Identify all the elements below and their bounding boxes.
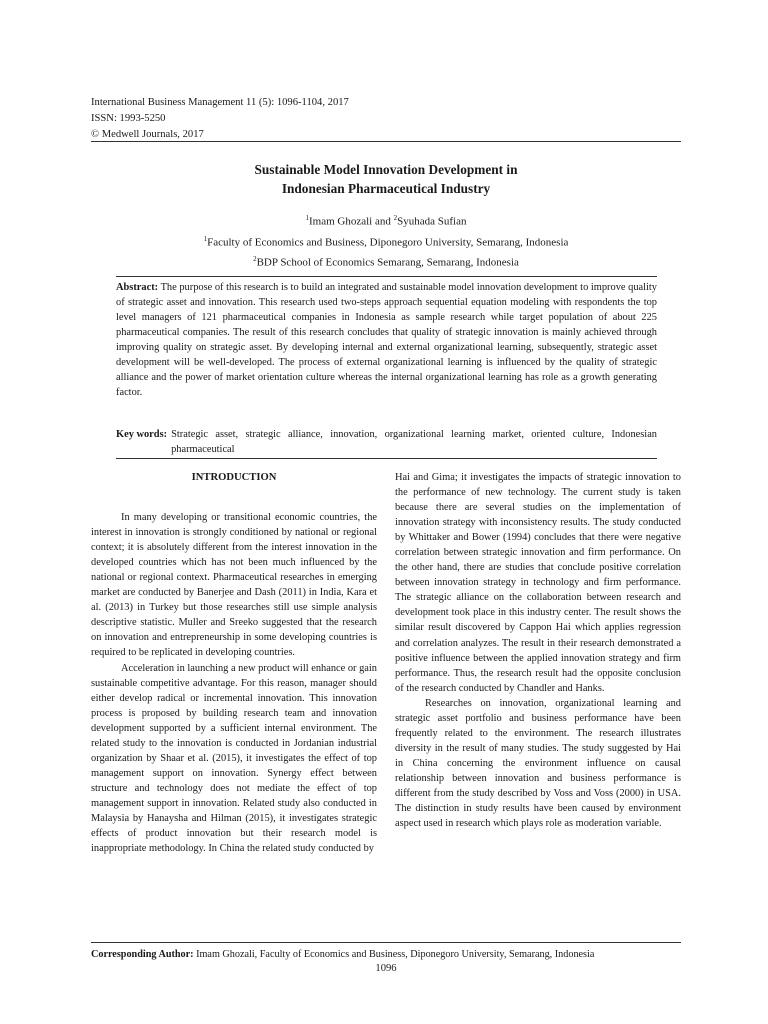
affiliation-2	[91, 251, 681, 272]
keywords-text: Strategic asset, strategic alliance, innovation, organizational learning market, oriented culture, Indonesian pharmaceutical	[171, 429, 657, 455]
corresponding-label: Corresponding Author:	[91, 949, 194, 960]
keywords-label: Key words:	[116, 429, 168, 440]
left-paragraph-2: Acceleration in launching a new product will enhance or gain sustainable competitive advantage. For this reason, manager should either develop radical or incremental innovation. This innovation process is proposed by building research team and innovation development supported by a sufficient internal environment. The related study to the innovation is conducted in Jordanian industrial organization by Shaar et al. (2015), it investigates the effect of top management support on innovation. Synergy effect between structure and technology does not mediate the effect of top management support in innovation. Related study also conducted in Malaysia by Hanaysha and Hilman (2015), it investigates strategic effects of product innovation but their research model is inappropriate methodology. In China the related study conducted by	[91, 662, 377, 855]
paper-title	[91, 160, 681, 198]
title-line-2: Indonesian Pharmaceutical Industry	[281, 181, 491, 196]
abstract-label: Abstract:	[116, 282, 159, 293]
abstract-bottom-divider	[116, 458, 657, 459]
author-names	[91, 210, 681, 231]
keywords	[116, 428, 657, 457]
affiliation2-text: BDP School of Economics Semarang, Semarang, Indonesia	[256, 256, 519, 269]
title-line-1: Sustainable Model Innovation Development in	[254, 162, 518, 177]
author1-superscript: 1	[305, 214, 309, 222]
corresponding-text: Imam Ghozali, Faculty of Economics and Business, Diponegoro University, Semarang, Indonesia	[193, 949, 595, 960]
journal-issn: ISSN: 1993-5250	[91, 113, 166, 124]
abstract-top-divider	[116, 276, 657, 277]
author-block	[91, 210, 681, 272]
author2-superscript: 2	[393, 214, 398, 222]
author1-name: Imam Ghozali and	[309, 215, 394, 228]
abstract-text: The purpose of this research is to build an integrated and sustainable model innovation development to improve quality of strategic asset and innovation. This research used two-steps approach sequential equation modeling with respondents the top level managers of 121 pharmaceutical companies in Indonesia as sample research while target population of about 225 pharmaceutical companies. The result of this research concludes that quality of strategic innovation is mainly achieved through improving quality on strategic asset. By developing internal and external organizational learning, subsequently, strategic asset development will be well-developed. The process of external organizational learning is influenced by the quality of strategic alliance and the power of market orientation culture whereas the internal organizational learning has role as a growth generating factor.	[116, 282, 657, 399]
affiliation-1	[91, 231, 681, 252]
page-number: 1096	[375, 963, 397, 974]
journal-header	[91, 95, 681, 143]
affiliation1-text: Faculty of Economics and Business, Diponegoro University, Semarang, Indonesia	[207, 236, 569, 249]
author2-name: Syuhada Sufian	[397, 215, 467, 228]
right-paragraph-1: Hai and Gima; it investigates the impacts of strategic innovation to the performance of new technology. The current study is taken because there are several studies on the implementation of innovation strategy with inconsistency results. The study conducted by Whittaker and Bower (1994) concludes that there were negative correlation between strategic innovation and firm performance. On the other hand, there are studies that conclude positive correlation between innovation strategy in technology and firm performance. The strategic alliance on the collaboration between research and development took place in this industry center. The result shows the similar result discovered by Cappon Hai which applies regression and correlation analyzes. The result in their research demonstrated a positive influence between the applied innovation strategy and firm performance. Thus, the research result had the opposite conclusion of the research conducted by Chandler and Hanks.	[395, 472, 681, 694]
right-paragraph-2: Researches on innovation, organizational learning and strategic asset portfolio and business performance have been frequently related to the environment. The research illustrates diversity in the result of many studies. The study suggested by Hai in China concerning the environment influence on causal relationship between innovation and business performance is different from the study described by Voss and Voss (2000) in USA. The distinction in study results have been caused by environment aspect used in research which plays role as moderation variable.	[395, 697, 681, 830]
affiliation1-superscript: 1	[203, 234, 208, 243]
abstract	[116, 280, 657, 400]
affiliation2-superscript: 2	[253, 255, 257, 264]
footer-divider	[91, 942, 681, 943]
journal-copyright: © Medwell Journals, 2017	[91, 129, 204, 140]
introduction-heading: INTRODUCTION	[191, 472, 277, 483]
left-paragraph-1: In many developing or transitional economic countries, the interest in innovation is strongly conditioned by national or regional context; it is absolutely different from the interest innovation in the developed countries which has not been much influenced by the national or regional context. Pharmaceutical researches in emerging market are conducted by Banerjee and Dash (2011) in India, Kara et al. (2013) in Turkey but those researches still use simple analysis descriptive statistic. Muller and Sreeko suggested that the research on innovation and entrepreneurship in some developing countries is required to be replicated in developing countries.	[91, 512, 377, 659]
left-column	[91, 470, 377, 856]
right-column	[395, 470, 681, 831]
header-divider	[91, 141, 681, 142]
journal-citation: International Business Management 11 (5): 1096-1104, 2017	[91, 97, 349, 108]
corresponding-author	[91, 948, 681, 962]
